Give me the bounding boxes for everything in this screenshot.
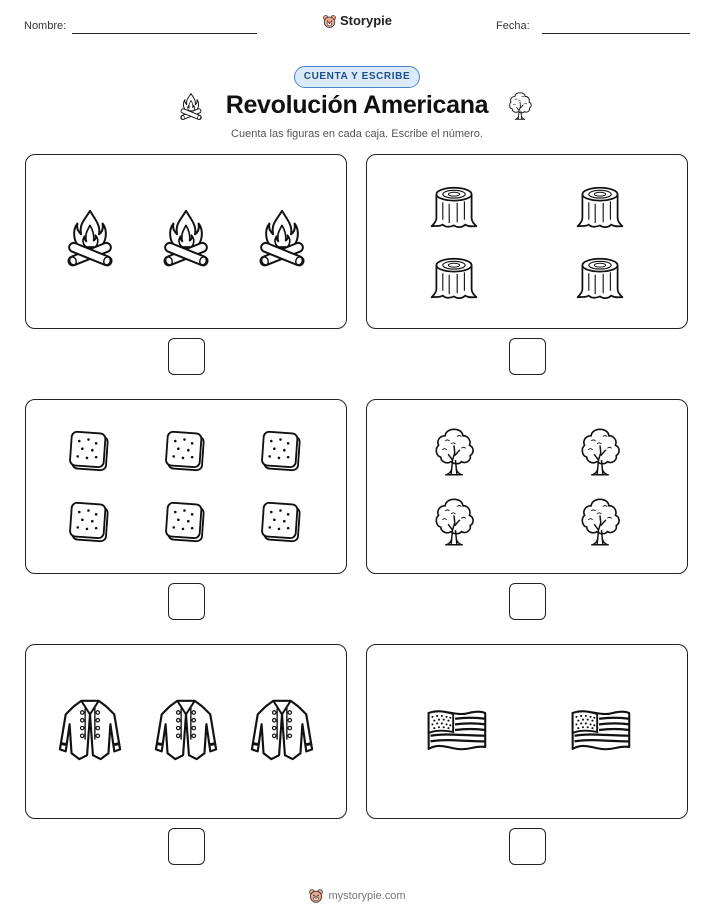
counting-box-crackers (25, 399, 347, 574)
tree-stump-icon (575, 183, 625, 231)
answer-box-campfires[interactable] (168, 338, 205, 375)
answer-box-trees[interactable] (509, 583, 546, 620)
bear-logo-icon (322, 14, 337, 29)
colonial-coat-icon (56, 695, 124, 763)
brand-logo (0, 13, 714, 29)
tree-stump-icon (575, 254, 625, 302)
tree-icon (432, 496, 476, 548)
american-flag-icon (567, 705, 633, 757)
name-input-line[interactable] (72, 33, 257, 34)
date-label: Fecha: (496, 20, 530, 32)
page-title: Revolución Americana (225, 91, 489, 119)
counting-box-trees (366, 399, 688, 574)
answer-box-crackers[interactable] (168, 583, 205, 620)
footer (0, 888, 714, 904)
name-label: Nombre: (24, 20, 67, 32)
tree-icon (432, 426, 476, 478)
tree-icon (507, 91, 533, 121)
hardtack-cracker-icon (163, 499, 209, 545)
hardtack-cracker-icon (67, 428, 113, 474)
answer-box-flags[interactable] (509, 828, 546, 865)
colonial-coat-icon (152, 695, 220, 763)
footer-url[interactable]: mystorypie.com (328, 889, 406, 902)
hardtack-cracker-icon (259, 428, 305, 474)
american-flag-icon (423, 705, 489, 757)
counting-box-flags (366, 644, 688, 819)
activity-badge: CUENTA Y ESCRIBE (294, 66, 420, 88)
tree-stump-icon (429, 254, 479, 302)
answer-box-coats[interactable] (168, 828, 205, 865)
hardtack-cracker-icon (67, 499, 113, 545)
bear-logo-icon (308, 888, 324, 904)
tree-stump-icon (429, 183, 479, 231)
answer-box-stumps[interactable] (509, 338, 546, 375)
campfire-icon (159, 205, 213, 269)
hardtack-cracker-icon (163, 428, 209, 474)
hardtack-cracker-icon (259, 499, 305, 545)
counting-box-stumps (366, 154, 688, 329)
colonial-coat-icon (248, 695, 316, 763)
campfire-icon (255, 205, 309, 269)
campfire-icon (63, 205, 117, 269)
instructions: Cuenta las figuras en cada caja. Escribe el número. (231, 128, 483, 140)
counting-box-campfires (25, 154, 347, 329)
counting-box-coats (25, 644, 347, 819)
brand-name: Storypie (339, 13, 392, 28)
tree-icon (578, 426, 622, 478)
tree-icon (578, 496, 622, 548)
date-input-line[interactable] (542, 33, 690, 34)
